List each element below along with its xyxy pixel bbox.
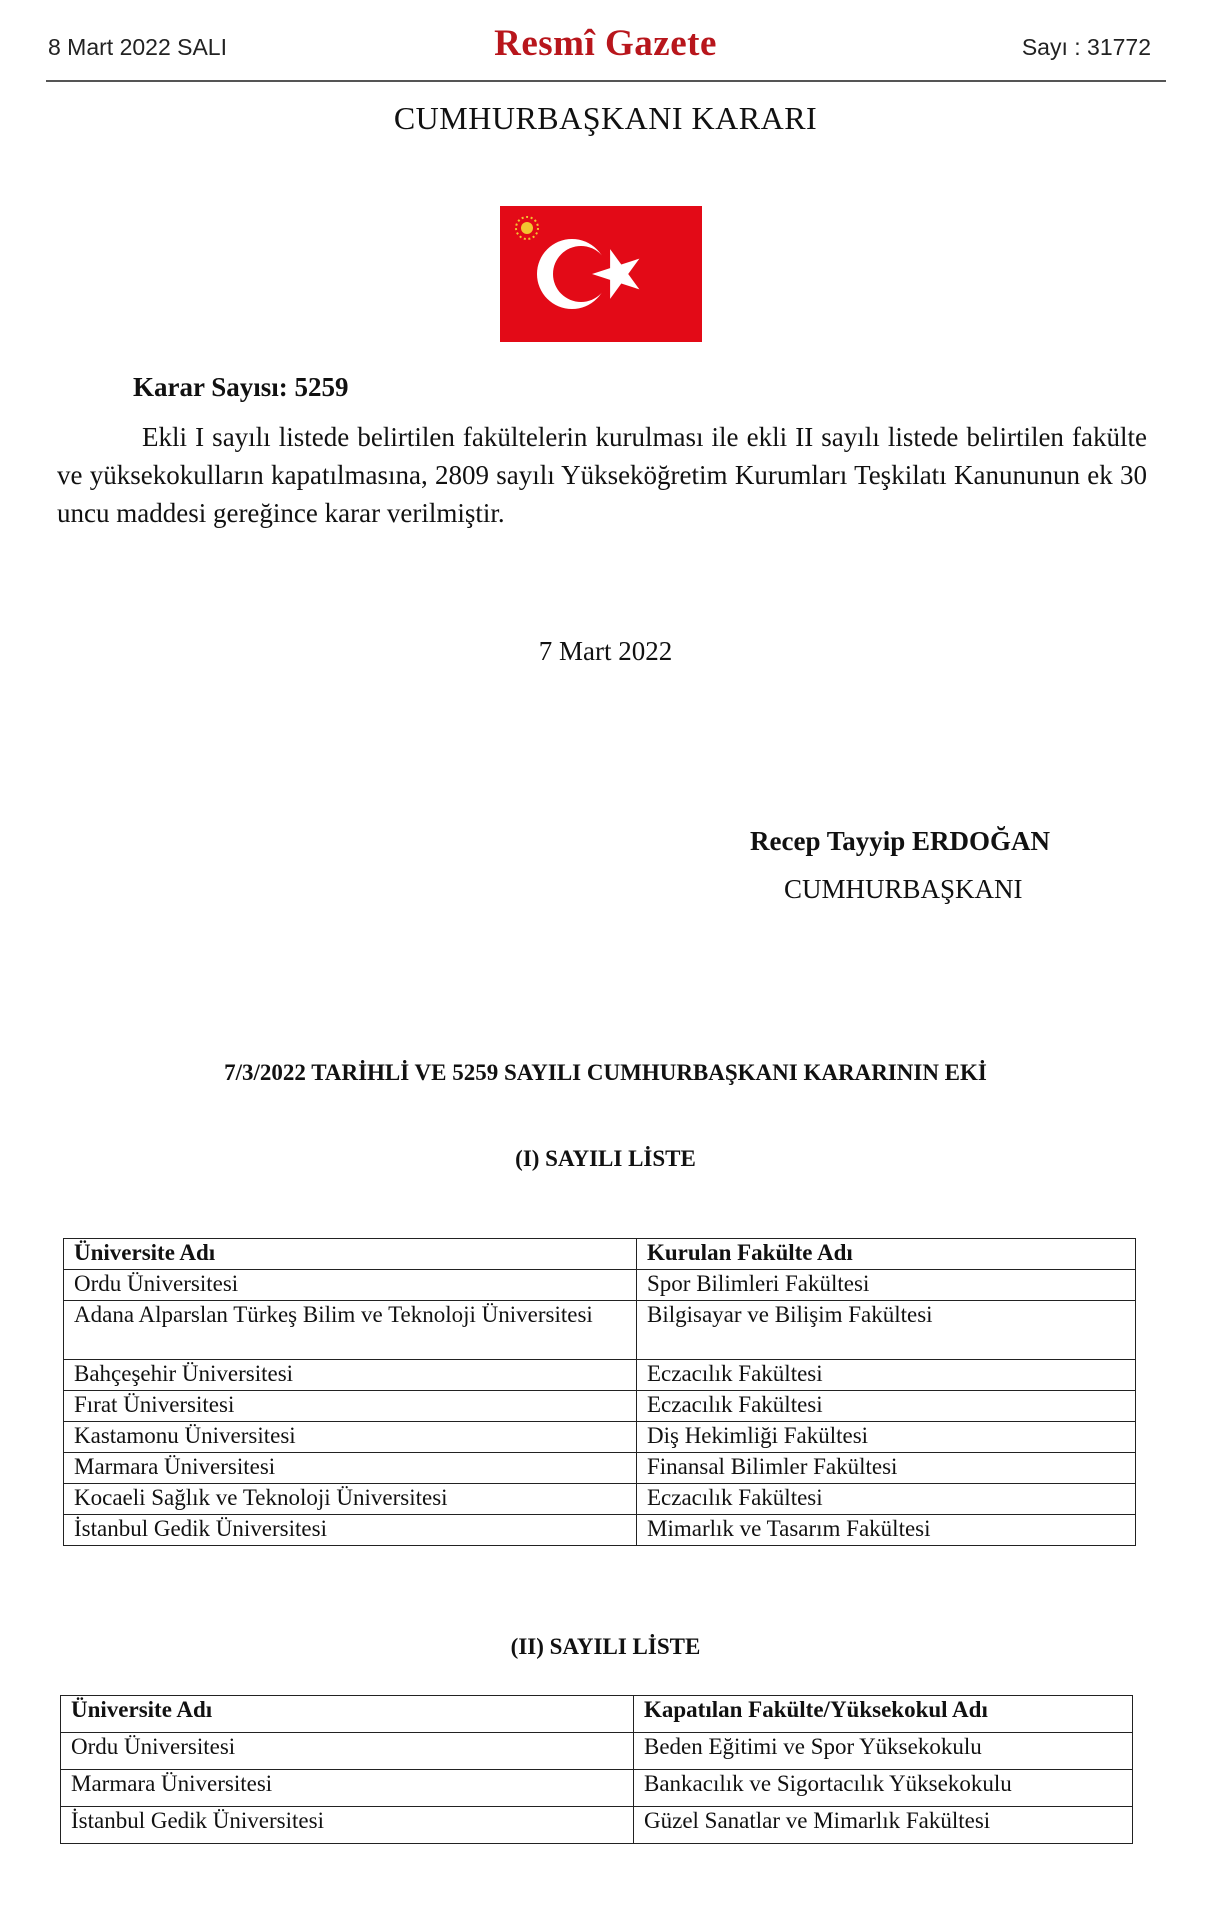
list-2-title: (II) SAYILI LİSTE — [510, 1634, 701, 1659]
table-row — [64, 1453, 1136, 1484]
university-cell: Bahçeşehir Üniversitesi — [64, 1360, 637, 1391]
faculty-cell: Spor Bilimleri Fakültesi — [637, 1270, 1136, 1301]
university-cell: Marmara Üniversitesi — [64, 1453, 637, 1484]
university-cell: Ordu Üniversitesi — [64, 1270, 637, 1301]
faculty-cell: Güzel Sanatlar ve Mimarlık Fakültesi — [634, 1807, 1133, 1844]
table-header-cell: Üniversite Adı — [64, 1239, 637, 1270]
faculty-cell: Bankacılık ve Sigortacılık Yüksekokulu — [634, 1770, 1133, 1807]
turkish-flag-icon — [500, 206, 702, 342]
table-row — [64, 1515, 1136, 1546]
faculty-cell: Eczacılık Fakültesi — [637, 1391, 1136, 1422]
table-row — [64, 1360, 1136, 1391]
university-cell: Ordu Üniversitesi — [61, 1733, 634, 1770]
header-date: 8 Mart 2022 SALI — [48, 34, 227, 60]
table-header-cell: Kurulan Fakülte Adı — [637, 1239, 1136, 1270]
document-title: CUMHURBAŞKANI KARARI — [393, 100, 818, 136]
university-cell: İstanbul Gedik Üniversitesi — [64, 1515, 637, 1546]
gazette-title: Resmî Gazete — [494, 23, 717, 64]
university-cell: Adana Alparslan Türkeş Bilim ve Teknoloji Üniversitesi — [64, 1301, 637, 1360]
faculty-cell: Eczacılık Fakültesi — [637, 1484, 1136, 1515]
university-cell: İstanbul Gedik Üniversitesi — [61, 1807, 634, 1844]
faculty-cell: Diş Hekimliği Fakültesi — [637, 1422, 1136, 1453]
table-header-row — [64, 1239, 1136, 1270]
table-row — [64, 1270, 1136, 1301]
faculty-cell: Eczacılık Fakültesi — [637, 1360, 1136, 1391]
decision-body: Ekli I sayılı listede belirtilen fakültelerin kurulması ile ekli II sayılı listede belirtilen fakülte ve yüksekokulların kapatılmasına, 2809 sayılı Yükseköğretim Kurumları Teşkilatı Kanununun ek 30 uncu maddesi gereğince karar verilmiştir. — [57, 422, 1147, 528]
university-cell: Fırat Üniversitesi — [64, 1391, 637, 1422]
decision-number: Karar Sayısı: 5259 — [133, 372, 349, 402]
signatory-name: Recep Tayyip ERDOĞAN — [750, 826, 1051, 856]
faculty-cell: Bilgisayar ve Bilişim Fakültesi — [637, 1301, 1136, 1360]
table-row — [61, 1807, 1133, 1844]
table-row — [64, 1301, 1136, 1360]
table-row — [64, 1484, 1136, 1515]
signatory-title: CUMHURBAŞKANI — [784, 874, 1023, 904]
faculty-cell: Beden Eğitimi ve Spor Yüksekokulu — [634, 1733, 1133, 1770]
faculty-cell: Finansal Bilimler Fakültesi — [637, 1453, 1136, 1484]
annex-title: 7/3/2022 TARİHLİ VE 5259 SAYILI CUMHURBAŞKANI KARARININ EKİ — [224, 1060, 987, 1085]
header-divider — [46, 80, 1166, 82]
issue-number: Sayı : 31772 — [1021, 34, 1151, 60]
decision-date: 7 Mart 2022 — [538, 636, 673, 666]
list-2-table — [60, 1695, 1133, 1844]
table-header-cell: Kapatılan Fakülte/Yüksekokul Adı — [634, 1696, 1133, 1733]
list-1-table — [63, 1238, 1136, 1546]
list-1-title: (I) SAYILI LİSTE — [515, 1146, 696, 1171]
table-row — [61, 1770, 1133, 1807]
table-row — [61, 1733, 1133, 1770]
university-cell: Marmara Üniversitesi — [61, 1770, 634, 1807]
faculty-cell: Mimarlık ve Tasarım Fakültesi — [637, 1515, 1136, 1546]
university-cell: Kocaeli Sağlık ve Teknoloji Üniversitesi — [64, 1484, 637, 1515]
university-cell: Kastamonu Üniversitesi — [64, 1422, 637, 1453]
table-header-row — [61, 1696, 1133, 1733]
table-row — [64, 1391, 1136, 1422]
table-row — [64, 1422, 1136, 1453]
table-header-cell: Üniversite Adı — [61, 1696, 634, 1733]
